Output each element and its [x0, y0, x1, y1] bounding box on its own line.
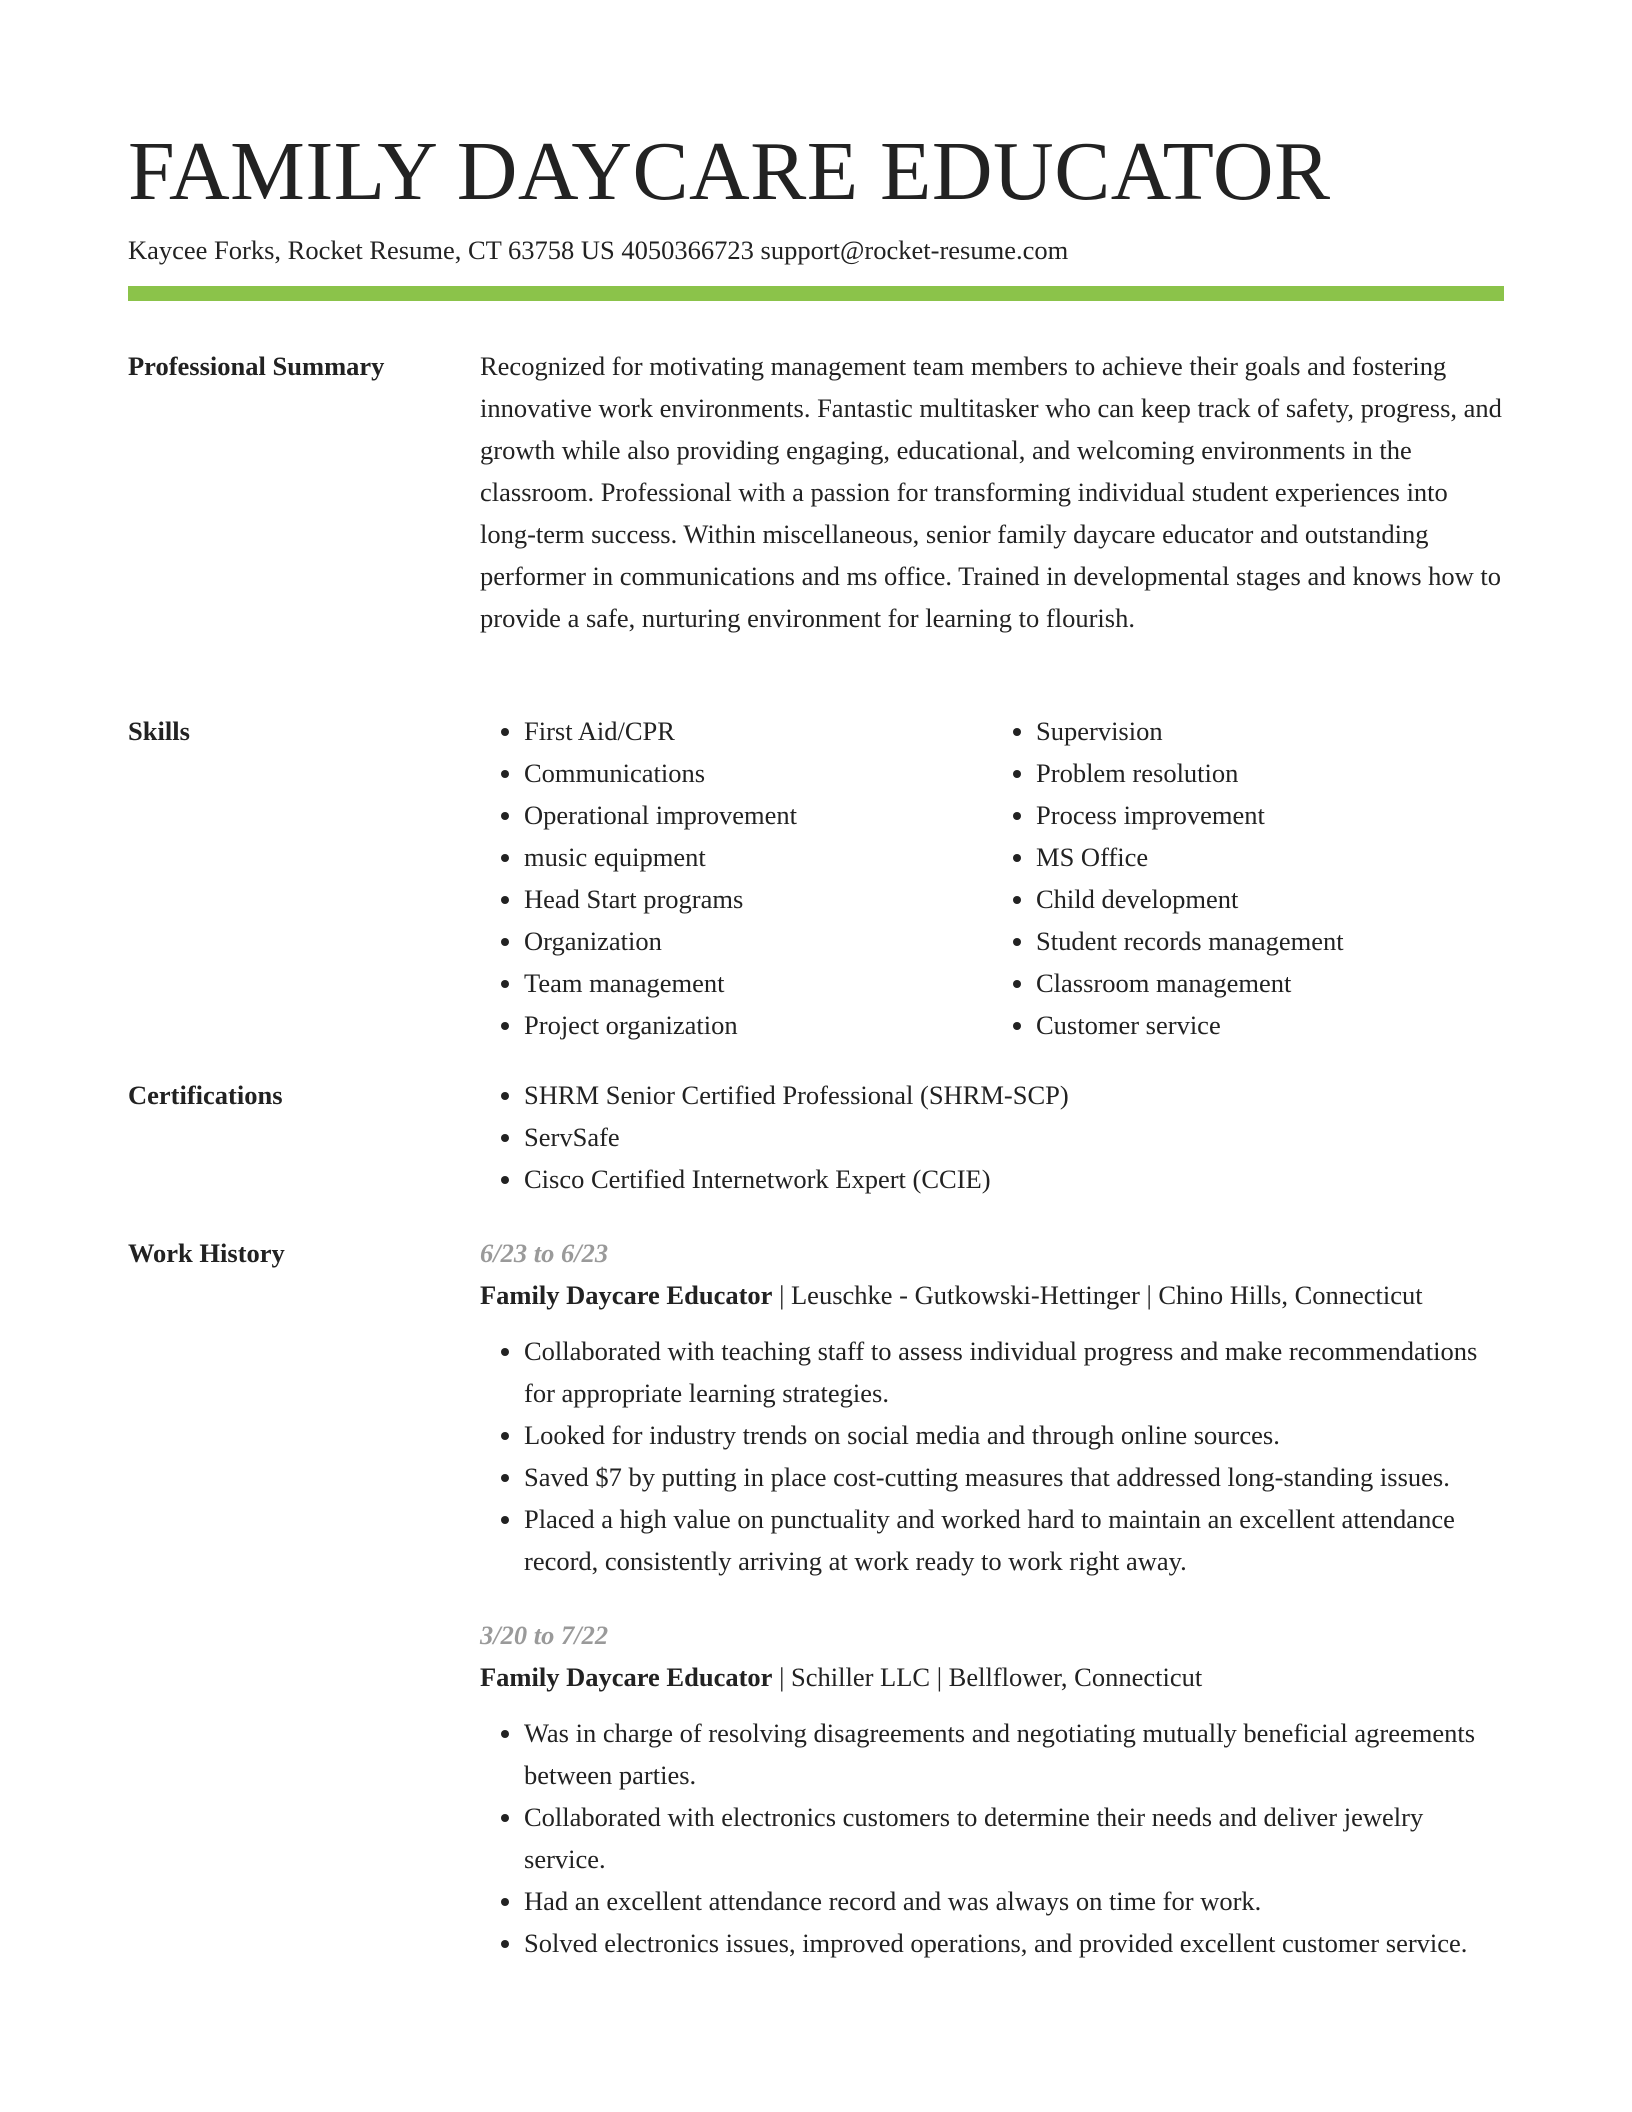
skills-section-title: Skills [128, 716, 190, 746]
skills-list-left [480, 710, 992, 1046]
certification-item: • Cisco Certified Internetwork Expert (CCIE) [524, 1158, 1504, 1200]
contact-email: support@rocket-resume.com [760, 235, 1069, 265]
job-dates: 3/20 to 7/22 [480, 1620, 609, 1650]
summary-text: Recognized for motivating management team members to achieve their goals and fostering innovative work environments. Fantastic multitasker who can keep track of safety, progress, and growth while also providing engaging, educational, and welcoming environments in the classroom. Professional with a passion for transforming individual student experiences into long-term success. Within miscellaneous, senior family daycare educator and outstanding performer in communications and ms office. Trained in developmental stages and knows how to provide a safe, nurturing environment for learning to flourish. [480, 351, 1502, 633]
skill-item: • Classroom management [1036, 962, 1504, 1004]
certifications-section-title: Certifications [128, 1080, 283, 1110]
work-history-body [480, 1232, 1504, 1964]
job-entry [480, 1614, 1504, 1964]
job-bullets [480, 1330, 1504, 1582]
certification-item: • SHRM Senior Certified Professional (SHRM-SCP) [524, 1074, 1504, 1116]
skill-item: • Head Start programs [524, 878, 992, 920]
job-bullet: • Was in charge of resolving disagreements and negotiating mutually beneficial agreements between parties. [524, 1712, 1504, 1796]
skill-item: • Supervision [1036, 710, 1504, 752]
skill-item: • Project organization [524, 1004, 992, 1046]
job-bullet: • Collaborated with teaching staff to assess individual progress and make recommendations for appropriate learning strategies. [524, 1330, 1504, 1414]
work-history-section-title: Work History [128, 1238, 285, 1268]
skill-item: • Communications [524, 752, 992, 794]
resume-name-heading: FAMILY DAYCARE EDUCATOR [128, 125, 1331, 218]
accent-divider [128, 286, 1504, 301]
skills-body [480, 710, 1504, 1046]
job-heading [480, 1656, 1504, 1698]
job-title: Family Daycare Educator [480, 1280, 773, 1310]
contact-line [128, 232, 1068, 268]
job-bullets [480, 1712, 1504, 1964]
job-bullet: • Had an excellent attendance record and was always on time for work. [524, 1880, 1504, 1922]
job-bullet: • Looked for industry trends on social media and through online sources. [524, 1414, 1504, 1456]
contact-address: Kaycee Forks, Rocket Resume, CT 63758 US [128, 235, 615, 265]
skill-item: • Customer service [1036, 1004, 1504, 1046]
job-bullet: • Placed a high value on punctuality and worked hard to maintain an excellent attendance record, consistently arriving at work ready to work right away. [524, 1498, 1504, 1582]
job-bullet: • Solved electronics issues, improved operations, and provided excellent customer service. [524, 1922, 1504, 1964]
skill-item: • Team management [524, 962, 992, 1004]
certification-item: • ServSafe [524, 1116, 1504, 1158]
job-bullet: • Collaborated with electronics customers to determine their needs and deliver jewelry service. [524, 1796, 1504, 1880]
skill-item: • MS Office [1036, 836, 1504, 878]
skill-item: • Student records management [1036, 920, 1504, 962]
job-details: | Schiller LLC | Bellflower, Connecticut [772, 1662, 1203, 1692]
skill-item: • Child development [1036, 878, 1504, 920]
skill-item: • Operational improvement [524, 794, 992, 836]
job-dates: 6/23 to 6/23 [480, 1238, 609, 1268]
job-entry [480, 1232, 1504, 1582]
summary-section-title: Professional Summary [128, 351, 385, 381]
skill-item: • music equipment [524, 836, 992, 878]
skill-item: • Process improvement [1036, 794, 1504, 836]
skills-list-right [992, 710, 1504, 1046]
certifications-list [480, 1074, 1504, 1200]
job-title: Family Daycare Educator [480, 1662, 773, 1692]
skill-item: • Problem resolution [1036, 752, 1504, 794]
skill-item: • First Aid/CPR [524, 710, 992, 752]
job-details: | Leuschke - Gutkowski-Hettinger | Chino Hills, Connecticut [772, 1280, 1423, 1310]
summary-body [480, 345, 1504, 639]
certifications-body [480, 1074, 1504, 1200]
job-heading [480, 1274, 1504, 1316]
job-bullet: • Saved $7 by putting in place cost-cutting measures that addressed long-standing issues. [524, 1456, 1504, 1498]
contact-phone: 4050366723 [621, 235, 754, 265]
skill-item: • Organization [524, 920, 992, 962]
